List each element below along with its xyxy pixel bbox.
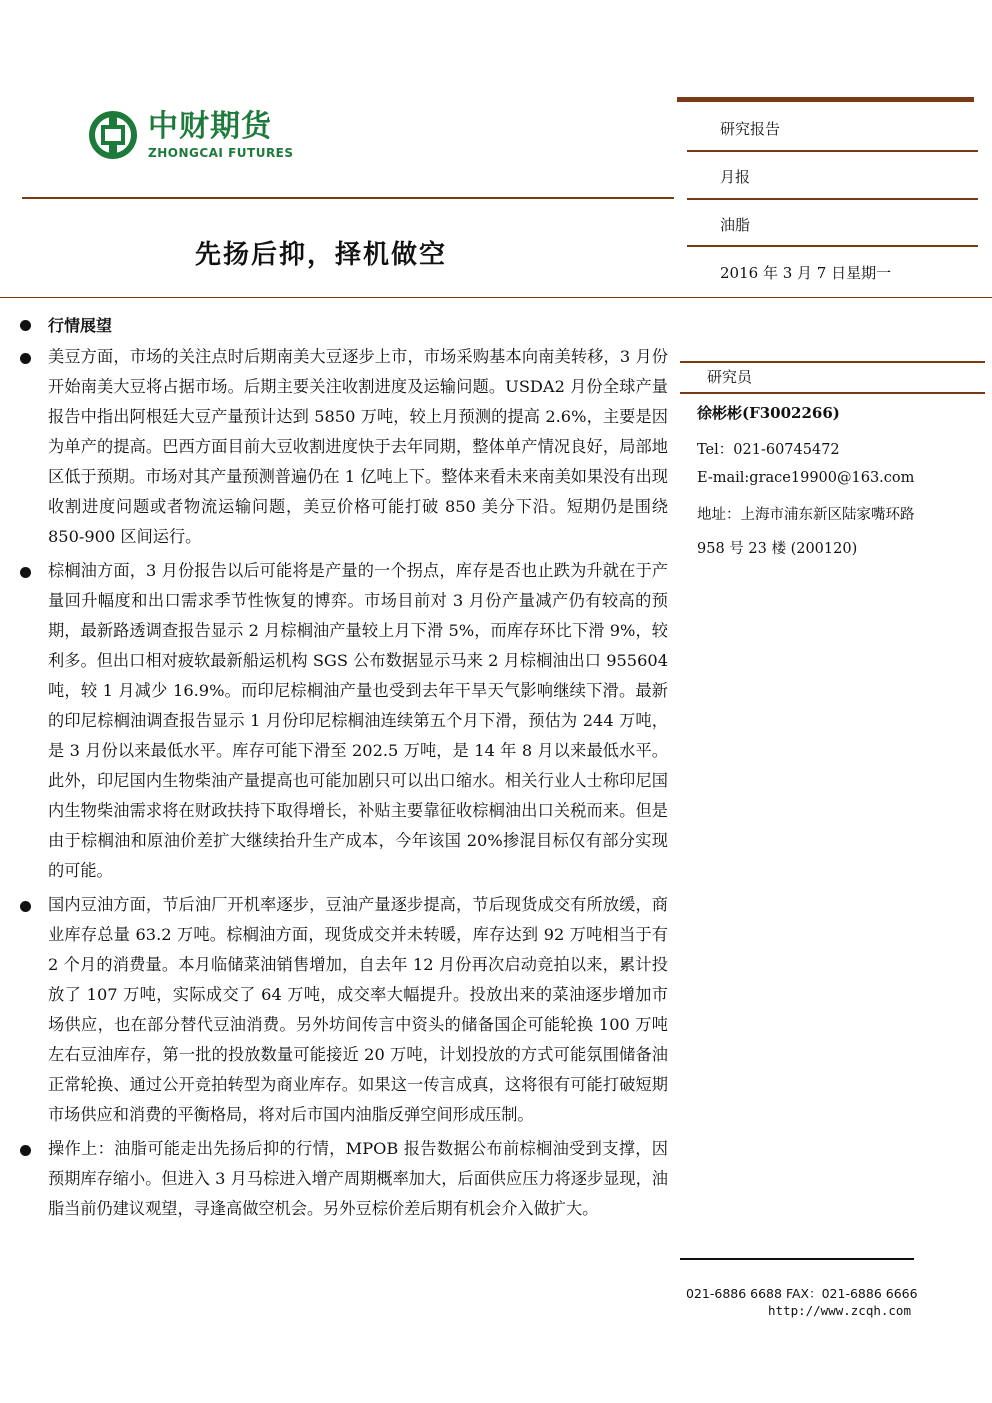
- title-divider: [0, 297, 992, 298]
- analyst-name: 徐彬彬(F3002266): [697, 404, 840, 422]
- paragraph: [18, 1134, 668, 1224]
- meta-divider: [687, 150, 978, 152]
- logo-emblem-icon: [88, 110, 138, 160]
- analyst-address-cont: 958 号 23 楼 (200120): [697, 541, 858, 557]
- analyst-address: 地址：上海市浦东新区陆家嘴环路: [697, 507, 915, 523]
- paragraph: [18, 890, 668, 1130]
- paragraph-text: 国内豆油方面，节后油厂开机率逐步，豆油产量逐步提高，节后现货成交有所放缓，商业库存总量 63.2 万吨。棕榈油方面，现货成交并未转暖，库存达到 92 万吨相当于有 2 个月的消费量。本月临储菜油销售增加，自去年 12 月份再次启动竞拍以来，累计投放了 107 万吨，实际成交了 64 万吨，成交率大幅提升。投放出来的菜油逐步增加市场供应，也在部分替代豆油消费。另外坊间传言中资头的储备国企可能轮换 100 万吨左右豆油库存，第一批的投放数量可能接近 20 万吨，计划投放的方式可能氛围储备油正常轮换、通过公开竞拍转型为商业库存。如果这一传言成真，这将很有可能打破短期市场供应和消费的平衡格局，将对后市国内油脂反弹空间形成压制。: [48, 895, 668, 1124]
- paragraph-text: 操作上：油脂可能走出先扬后抑的行情，MPOB 报告数据公布前棕榈油受到支撑，因预期库存缩小。但进入 3 月马棕进入增产周期概率加大，后面供应压力将逐步显现，油脂当前仍建议观望，寻逢高做空机会。另外豆棕价差后期有机会介入做扩大。: [48, 1139, 668, 1218]
- footer-divider: [680, 1258, 914, 1260]
- footer-phone: 021-6886 6688 FAX：021-6886 6666: [686, 1286, 918, 1301]
- bullet-icon: [20, 567, 31, 578]
- bullet-icon: [20, 901, 31, 912]
- analyst-phone: Tel：021-60745472: [697, 442, 840, 458]
- paragraph-text: 美豆方面，市场的关注点时后期南美大豆逐步上市，市场采购基本向南美转移，3 月份开始南美大豆将占据市场。后期主要关注收割进度及运输问题。USDA2 月份全球产量报告中指出阿根廷大豆产量预计达到 5850 万吨，较上月预测的提高 2.6%，主要是因为单产的提高。巴西方面目前大豆收割进度快于去年同期，整体单产情况良好，局部地区低于预期。市场对其产量预测普遍仍在 1 亿吨上下。整体来看未来南美如果没有出现收割进度问题或者物流运输问题，美豆价格可能打破 850 美分下沿。短期仍是围绕 850-900 区间运行。: [48, 347, 668, 546]
- section-heading: [18, 310, 668, 342]
- main-content: [18, 310, 668, 1228]
- meta-date: 2016 年 3 月 7 日星期一: [720, 264, 892, 282]
- meta-divider: [687, 198, 978, 200]
- analyst-email[interactable]: E-mail:grace19900@163.com: [697, 470, 915, 486]
- logo-name-cn: 中财期货: [148, 109, 272, 144]
- meta-divider: [687, 245, 978, 247]
- paragraph: [18, 556, 668, 886]
- company-logo: [88, 110, 328, 170]
- meta-sector: 油脂: [720, 216, 751, 234]
- report-title: 先扬后抑，择机做空: [195, 240, 448, 270]
- bullet-icon: [20, 320, 31, 331]
- sidebar-divider: [680, 392, 985, 394]
- analyst-label: 研究员: [707, 368, 753, 386]
- meta-report-type: 研究报告: [720, 120, 781, 138]
- paragraph-text: 棕榈油方面，3 月份报告以后可能将是产量的一个拐点，库存是否也止跌为升就在于产量回升幅度和出口需求季节性恢复的博弈。市场目前对 3 月份产量减产仍有较高的预期，最新路透调查报告显示 2 月棕榈油产量较上月下滑 5%，而库存环比下滑 9%，较利多。但出口相对疲软最新船运机构 SGS 公布数据显示马来 2 月棕榈油出口 955604 吨，较 1 月减少 16.9%。而印尼棕榈油产量也受到去年干旱天气影响继续下滑。最新的印尼棕榈油调查报告显示 1 月份印尼棕榈油连续第五个月下滑，预估为 244 万吨，是 3 月份以来最低水平。库存可能下滑至 202.5 万吨，是 14 年 8 月以来最低水平。此外，印尼国内生物柴油产量提高也可能加剧只可以出口缩水。相关行业人士称印尼国内生物柴油需求将在财政扶持下取得增长，补贴主要靠征收棕榈油出口关税而来。但是由于棕榈油和原油价差扩大继续抬升生产成本，今年该国 20%掺混目标仅有部分实现的可能。: [48, 561, 668, 880]
- footer-website-link[interactable]: http://www.zcqh.com: [768, 1303, 911, 1318]
- sidebar-divider: [680, 361, 985, 363]
- meta-top-bar: [677, 97, 974, 102]
- bullet-icon: [20, 353, 31, 364]
- meta-frequency: 月报: [720, 168, 751, 186]
- bullet-icon: [20, 1145, 31, 1156]
- section-title: 行情展望: [48, 316, 113, 335]
- logo-name-en: ZHONGCAI FUTURES: [148, 146, 294, 160]
- paragraph: [18, 342, 668, 552]
- header-divider: [22, 197, 674, 199]
